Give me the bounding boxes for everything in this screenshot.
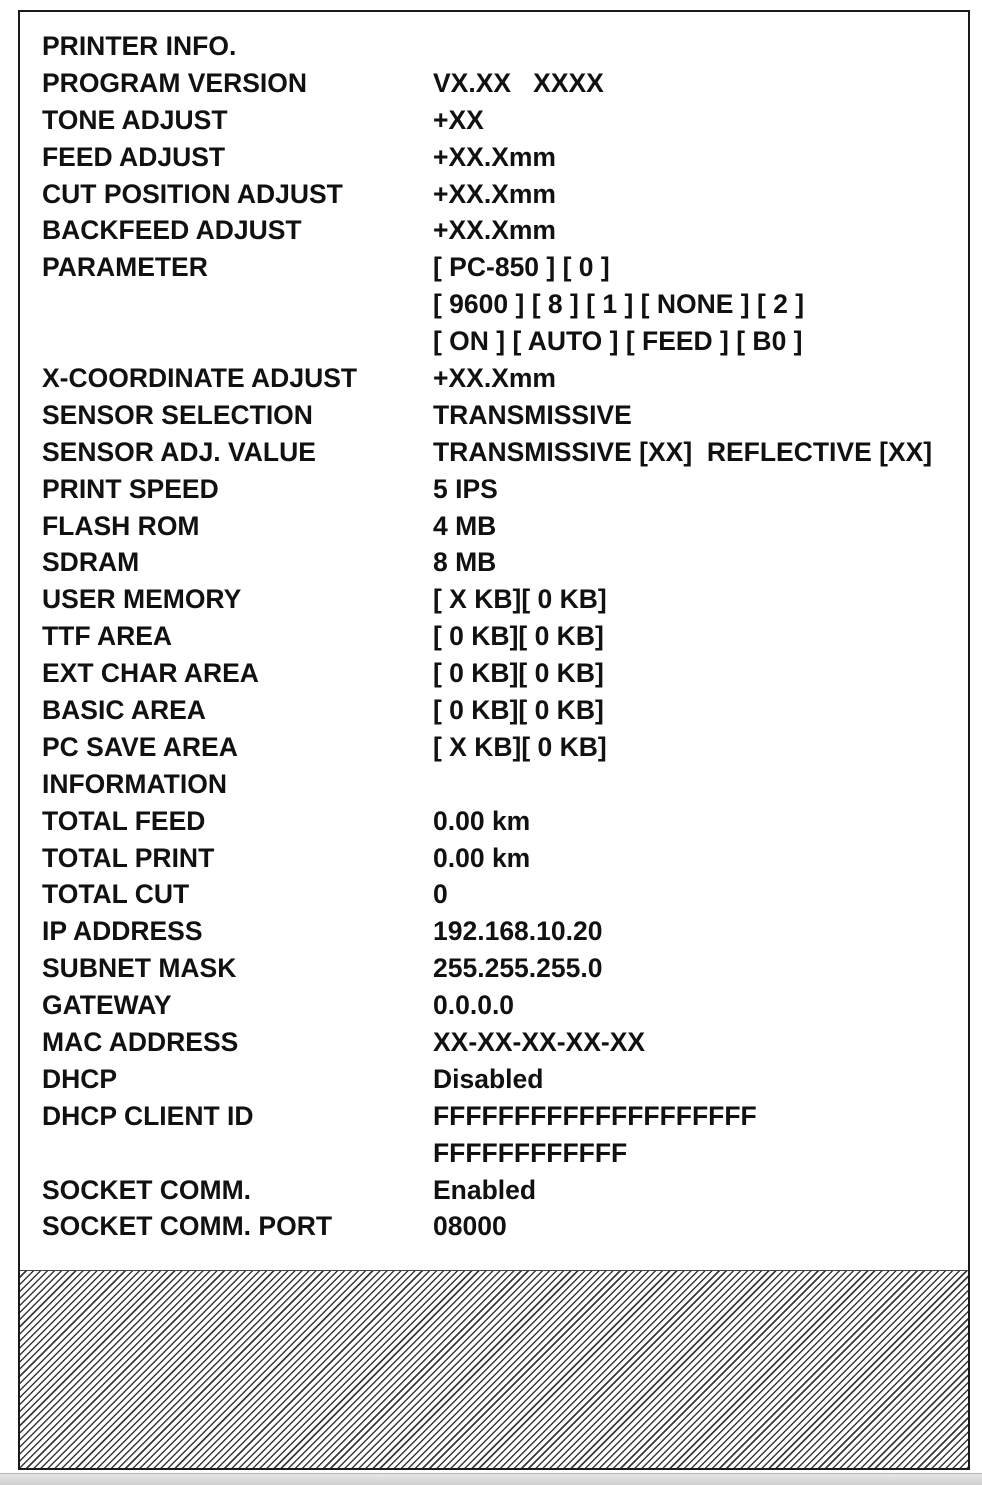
row-value: 0.0.0.0: [433, 990, 515, 1021]
info-row: [42, 360, 962, 397]
row-value: VX.XX XXXX: [433, 67, 604, 98]
info-row: [42, 508, 962, 545]
row-label: BACKFEED ADJUST: [42, 215, 302, 246]
info-row: [42, 1098, 962, 1135]
row-value: +XX.Xmm: [433, 141, 556, 172]
row-value: [ 0 KB][ 0 KB]: [433, 694, 604, 725]
row-label: SOCKET COMM. PORT: [42, 1211, 333, 1242]
row-label: SOCKET COMM.: [42, 1174, 252, 1205]
row-label: DHCP CLIENT ID: [42, 1100, 254, 1131]
row-value: +XX.Xmm: [433, 215, 556, 246]
info-row: [42, 397, 962, 434]
row-value: [ X KB][ 0 KB]: [433, 731, 607, 762]
row-value: +XX.Xmm: [433, 362, 556, 393]
info-row: [42, 1135, 962, 1172]
info-rows: [42, 28, 962, 1245]
row-value: 5 IPS: [433, 473, 498, 504]
row-value: [ X KB][ 0 KB]: [433, 584, 607, 615]
row-value: [ ON ] [ AUTO ] [ FEED ] [ B0 ]: [433, 326, 803, 357]
row-value: +XX.Xmm: [433, 178, 556, 209]
row-value: 255.255.255.0: [433, 953, 603, 984]
row-label: PRINT SPEED: [42, 473, 219, 504]
row-label: SENSOR SELECTION: [42, 399, 313, 430]
info-row: [42, 766, 962, 803]
row-value: 192.168.10.20: [433, 916, 603, 947]
row-label: X-COORDINATE ADJUST: [42, 362, 358, 393]
info-row: [42, 840, 962, 877]
row-label: FEED ADJUST: [42, 141, 226, 172]
row-label: TONE ADJUST: [42, 104, 228, 135]
row-value: [ 0 KB][ 0 KB]: [433, 658, 604, 689]
row-label: TTF AREA: [42, 621, 173, 652]
row-value: XX-XX-XX-XX-XX: [433, 1026, 646, 1057]
row-label: TOTAL PRINT: [42, 842, 215, 873]
info-row: [42, 323, 962, 360]
row-label: IP ADDRESS: [42, 916, 203, 947]
row-label: GATEWAY: [42, 990, 172, 1021]
row-value: TRANSMISSIVE: [433, 399, 632, 430]
info-row: [42, 729, 962, 766]
row-label: SUBNET MASK: [42, 953, 237, 984]
info-row: [42, 950, 962, 987]
row-label: INFORMATION: [42, 768, 227, 799]
info-row: [42, 176, 962, 213]
row-label: EXT CHAR AREA: [42, 658, 259, 689]
hatched-unused-area: [20, 1270, 968, 1468]
row-value: Disabled: [433, 1063, 544, 1094]
row-value: [ 9600 ] [ 8 ] [ 1 ] [ NONE ] [ 2 ]: [433, 289, 805, 320]
info-row: [42, 139, 962, 176]
info-row: [42, 286, 962, 323]
info-row: [42, 1172, 962, 1209]
info-row: [42, 581, 962, 618]
row-label: FLASH ROM: [42, 510, 200, 541]
info-row: [42, 987, 962, 1024]
window-bottom-edge: [0, 1473, 982, 1485]
row-value: 4 MB: [433, 510, 497, 541]
info-row: [42, 655, 962, 692]
info-row: [42, 212, 962, 249]
row-label: PRINTER INFO.: [42, 30, 237, 61]
row-label: MAC ADDRESS: [42, 1026, 239, 1057]
row-label: TOTAL FEED: [42, 805, 206, 836]
row-label: USER MEMORY: [42, 584, 242, 615]
info-row: [42, 913, 962, 950]
row-value: 08000: [433, 1211, 507, 1242]
info-row: [42, 1209, 962, 1246]
info-row: [42, 692, 962, 729]
row-value: 0.00 km: [433, 842, 531, 873]
info-row: [42, 1061, 962, 1098]
info-row: [42, 434, 962, 471]
info-row: [42, 1024, 962, 1061]
info-row: [42, 876, 962, 913]
row-value: FFFFFFFFFFFFFFFFFFFF: [433, 1100, 757, 1131]
info-row: [42, 28, 962, 65]
info-row: [42, 102, 962, 139]
info-row: [42, 618, 962, 655]
row-label: CUT POSITION ADJUST: [42, 178, 343, 209]
row-label: SENSOR ADJ. VALUE: [42, 436, 316, 467]
row-label: DHCP: [42, 1063, 118, 1094]
info-row: [42, 65, 962, 102]
row-label: PARAMETER: [42, 252, 208, 283]
row-value: +XX: [433, 104, 484, 135]
row-label: PROGRAM VERSION: [42, 67, 308, 98]
row-value: FFFFFFFFFFFF: [433, 1137, 628, 1168]
info-row: [42, 803, 962, 840]
row-label: TOTAL CUT: [42, 879, 190, 910]
row-value: 0: [433, 879, 448, 910]
row-value: TRANSMISSIVE [XX] REFLECTIVE [XX]: [433, 436, 933, 467]
info-row: [42, 544, 962, 581]
info-row: [42, 471, 962, 508]
row-value: [ PC-850 ] [ 0 ]: [433, 252, 610, 283]
row-value: Enabled: [433, 1174, 537, 1205]
row-label: BASIC AREA: [42, 694, 206, 725]
row-label: PC SAVE AREA: [42, 731, 238, 762]
info-row: [42, 249, 962, 286]
row-value: 8 MB: [433, 547, 497, 578]
row-value: [ 0 KB][ 0 KB]: [433, 621, 604, 652]
row-value: 0.00 km: [433, 805, 531, 836]
row-label: SDRAM: [42, 547, 140, 578]
printer-info-printout: [18, 10, 970, 1470]
